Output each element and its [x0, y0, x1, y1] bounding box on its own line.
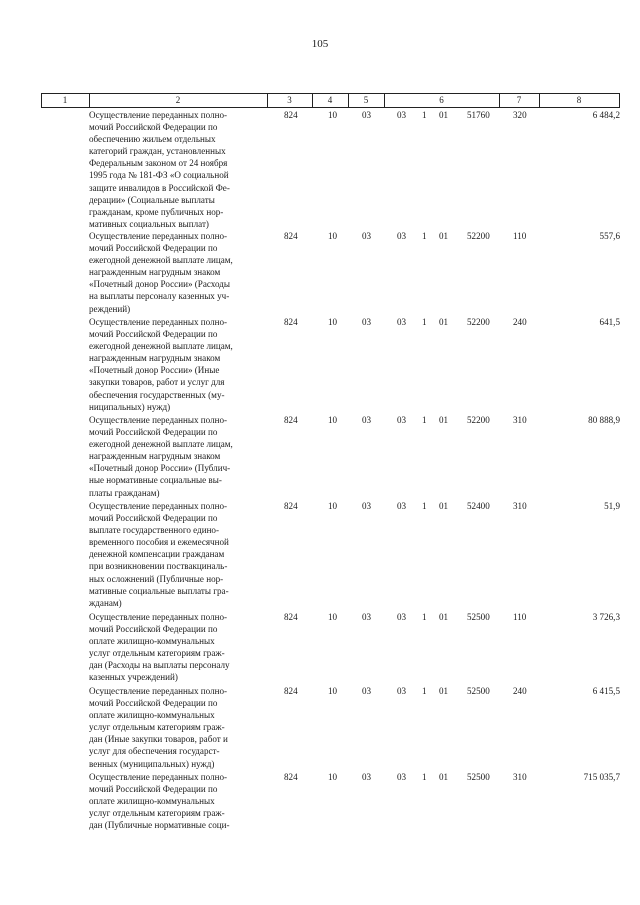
header-col-4: 4 [327, 95, 333, 105]
ministry-code: 824 [284, 772, 298, 782]
main-event-code: 01 [439, 686, 449, 696]
program-code: 03 [397, 686, 407, 696]
amount: 80 888,9 [588, 415, 620, 425]
table-header [41, 93, 620, 108]
main-event-code: 01 [439, 415, 449, 425]
subprogram-code: 1 [422, 415, 427, 425]
subsection-code: 03 [362, 612, 372, 622]
subsection-code: 03 [362, 317, 372, 327]
ministry-code: 824 [284, 317, 298, 327]
main-event-code: 01 [439, 317, 449, 327]
program-code: 03 [397, 317, 407, 327]
header-col-2: 2 [175, 95, 181, 105]
subsection-code: 03 [362, 231, 372, 241]
table-row [41, 229, 620, 315]
table-row [41, 684, 620, 770]
direction-code: 52400 [467, 501, 490, 511]
row-description: Осуществление переданных полно- мочий Российской Федерации по оплате жилищно-коммунальных услуг отдельным категориям граж- дан (Иные закупки товаров, работ и услуг для обеспечения государст- венных (муниципальных) нужд) [89, 686, 228, 769]
header-col-6: 6 [439, 95, 444, 105]
subprogram-code: 1 [422, 317, 427, 327]
direction-code: 51760 [467, 110, 490, 120]
subsection-code: 03 [362, 501, 372, 511]
main-event-code: 01 [439, 110, 449, 120]
header-col-1: 1 [62, 95, 68, 105]
amount: 3 726,3 [592, 612, 620, 622]
subsection-code: 03 [362, 110, 372, 120]
main-event-code: 01 [439, 501, 449, 511]
expense-type-code: 240 [513, 317, 527, 327]
program-code: 03 [397, 772, 407, 782]
main-event-code: 01 [439, 772, 449, 782]
amount: 715 035,7 [583, 772, 620, 782]
program-code: 03 [397, 501, 407, 511]
direction-code: 52500 [467, 772, 490, 782]
header-col-8: 8 [576, 95, 582, 105]
amount: 51,9 [604, 501, 620, 511]
row-description: Осуществление переданных полно- мочий Российской Федерации по ежегодной денежной выплате лицам, награжденным нагрудным знаком «Почетный донор России» (Публич- ные нормативные социальные вы- платы гражданам) [89, 415, 233, 498]
ministry-code: 824 [284, 231, 298, 241]
row-description: Осуществление переданных полно- мочий Российской Федерации по ежегодной денежной выплате лицам, награжденным нагрудным знаком «Почетный донор России» (Расходы на выплаты персоналу казенных уч- реждений) [89, 231, 233, 314]
header-col-5: 5 [363, 95, 369, 105]
ministry-code: 824 [284, 686, 298, 696]
main-event-code: 01 [439, 231, 449, 241]
row-description: Осуществление переданных полно- мочий Российской Федерации по оплате жилищно-коммунальных услуг отдельным категориям граж- дан (Расходы на выплаты персоналу казенных учреждений) [89, 612, 230, 683]
row-description: Осуществление переданных полно- мочий Российской Федерации по оплате жилищно-коммунальных услуг отдельным категориям граж- дан (Публичные нормативные соци- [89, 772, 230, 831]
section-code: 10 [328, 501, 338, 511]
table-row [41, 413, 620, 499]
table-row [41, 610, 620, 684]
page-number: 105 [311, 38, 329, 50]
subsection-code: 03 [362, 772, 372, 782]
ministry-code: 824 [284, 501, 298, 511]
program-code: 03 [397, 110, 407, 120]
section-code: 10 [328, 231, 338, 241]
amount: 557,6 [599, 231, 620, 241]
ministry-code: 824 [284, 612, 298, 622]
amount: 6 484,2 [592, 110, 620, 120]
section-code: 10 [328, 110, 338, 120]
header-col-3: 3 [287, 95, 292, 105]
subprogram-code: 1 [422, 231, 427, 241]
direction-code: 52200 [467, 231, 490, 241]
expense-type-code: 110 [513, 231, 527, 241]
subsection-code: 03 [362, 686, 372, 696]
ministry-code: 824 [284, 110, 298, 120]
section-code: 10 [328, 415, 338, 425]
expense-type-code: 320 [513, 110, 527, 120]
section-code: 10 [328, 686, 338, 696]
row-description: Осуществление переданных полно- мочий Российской Федерации по ежегодной денежной выплате лицам, награжденным нагрудным знаком «Почетный донор России» (Иные закупки товаров, работ и услуг для обеспечения государственных (му- ниципальных) нужд) [89, 317, 233, 412]
subsection-code: 03 [362, 415, 372, 425]
direction-code: 52500 [467, 686, 490, 696]
row-description: Осуществление переданных полно- мочий Российской Федерации по выплате государственного едино- временного пособия и ежемесячной денежной компенсации гражданам при возникновении поствакциналь- ных осложнений (Публичные нор- мативные социальные выплаты гра- жданам) [89, 501, 229, 608]
table-row [41, 499, 620, 610]
program-code: 03 [397, 612, 407, 622]
header-col-7: 7 [516, 95, 522, 105]
section-code: 10 [328, 612, 338, 622]
main-event-code: 01 [439, 612, 449, 622]
expense-type-code: 310 [513, 415, 527, 425]
amount: 6 415,5 [592, 686, 620, 696]
budget-table [41, 93, 620, 834]
subprogram-code: 1 [422, 686, 427, 696]
direction-code: 52500 [467, 612, 490, 622]
subprogram-code: 1 [422, 772, 427, 782]
section-code: 10 [328, 317, 338, 327]
expense-type-code: 110 [513, 612, 527, 622]
ministry-code: 824 [284, 415, 298, 425]
section-code: 10 [328, 772, 338, 782]
program-code: 03 [397, 231, 407, 241]
subprogram-code: 1 [422, 612, 427, 622]
subprogram-code: 1 [422, 110, 427, 120]
direction-code: 52200 [467, 317, 490, 327]
table-row [41, 770, 620, 834]
program-code: 03 [397, 415, 407, 425]
row-description: Осуществление переданных полно- мочий Российской Федерации по обеспечению жильем отдельных категорий граждан, установленных Федеральным законом от 24 ноября 1995 года № 181-ФЗ «О социальной защите инвалидов в Российской Фе- дерации» (Социальные выплаты гражданам, кроме публичных нор- мативных социальных выплат) [89, 110, 230, 229]
expense-type-code: 240 [513, 686, 527, 696]
expense-type-code: 310 [513, 501, 527, 511]
expense-type-code: 310 [513, 772, 527, 782]
amount: 641,5 [599, 317, 620, 327]
table-row [41, 108, 620, 229]
direction-code: 52200 [467, 415, 490, 425]
subprogram-code: 1 [422, 501, 427, 511]
table-row [41, 315, 620, 413]
